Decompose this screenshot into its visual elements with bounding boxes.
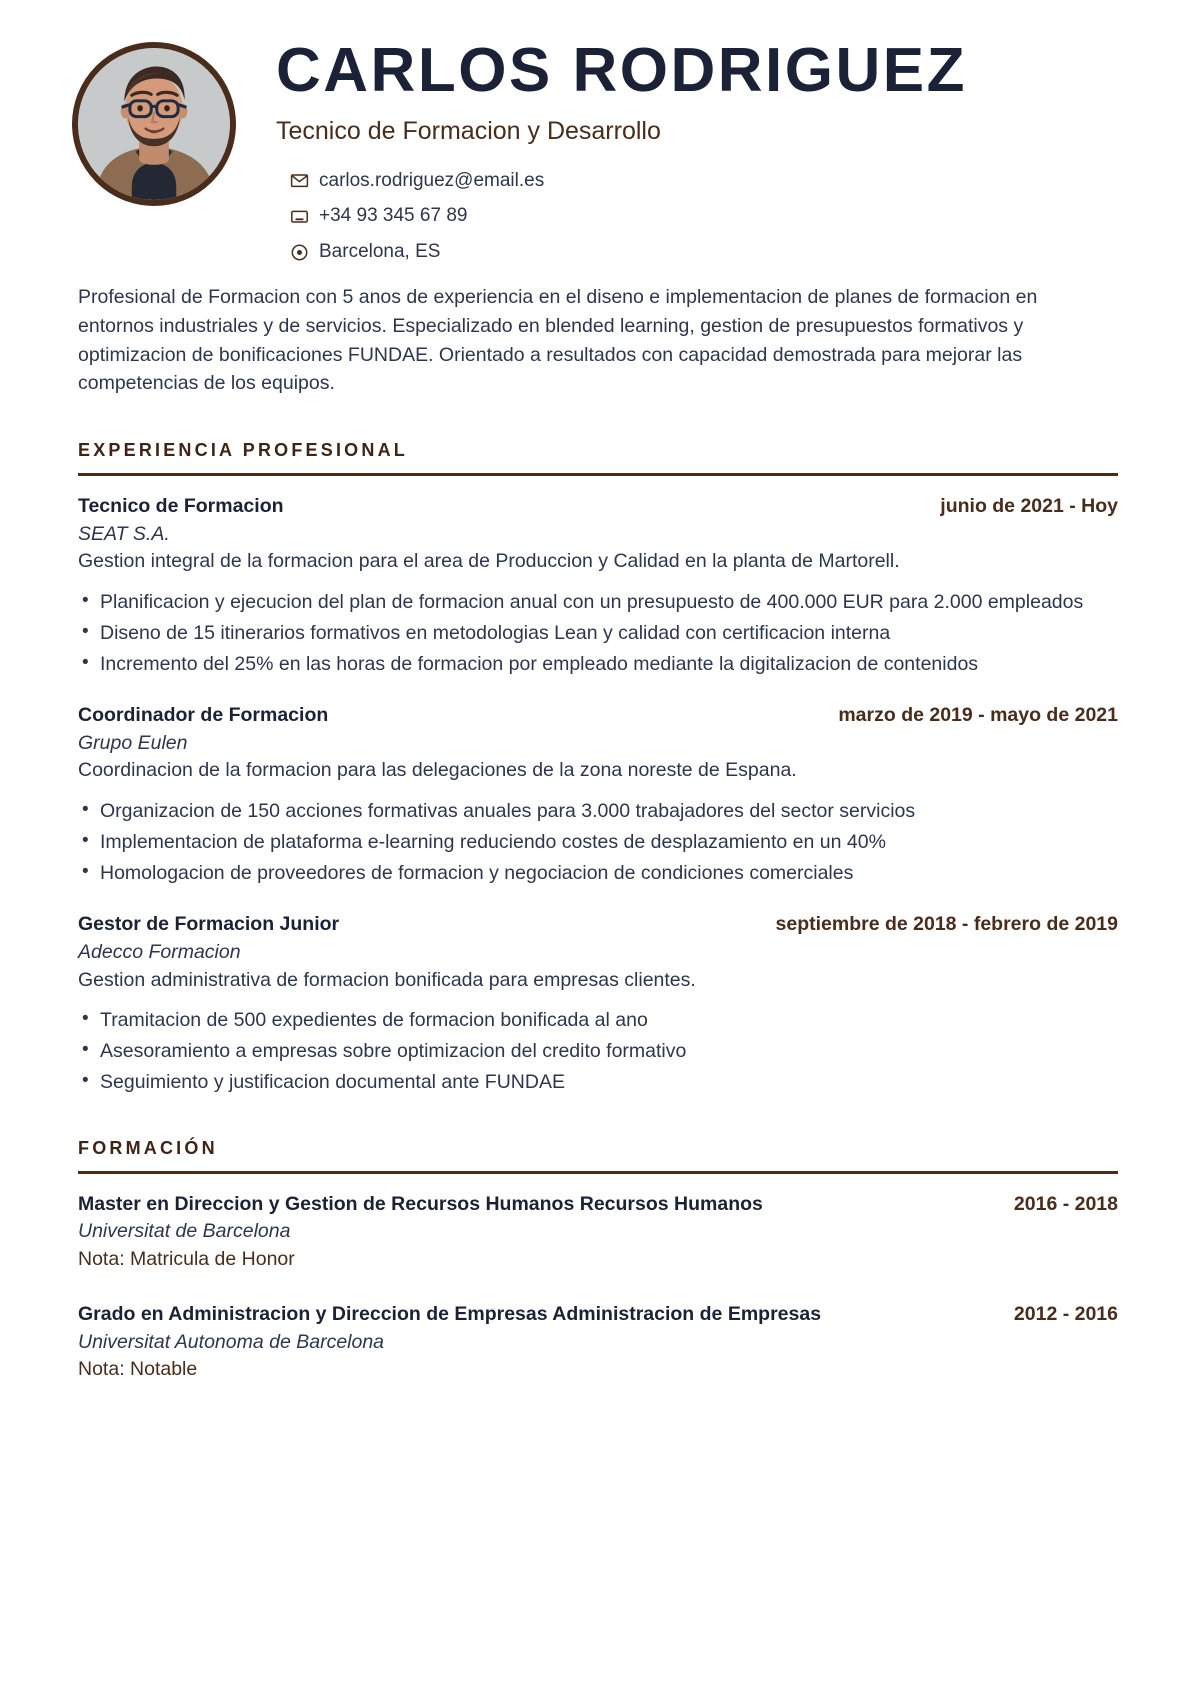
degree-title: Grado en Administracion y Direccion de Empresas Administracion de Empresas [78,1302,822,1325]
job-dates: septiembre de 2018 - febrero de 2019 [775,913,1118,936]
contact-phone-value: +34 93 345 67 89 [319,205,468,227]
job-bullets [78,1007,1118,1096]
degree-grade: Nota: Notable [78,1357,198,1380]
experience-heading: EXPERIENCIA PROFESIONAL [78,440,408,461]
list-item: • Homologacion de proveedores de formacion y negociacion de condiciones comerciales [78,860,1118,887]
list-item: • Asesoramiento a empresas sobre optimizacion del credito formativo [78,1038,1118,1065]
education-entry [78,1192,1118,1272]
entry-header [78,1302,1118,1328]
profile-photo [72,42,236,206]
contact-email-value: carlos.rodriguez@email.es [319,169,545,191]
contact-email[interactable] [276,170,1190,193]
entry-header [78,912,1118,938]
entry-header [78,494,1118,520]
degree-title: Master en Direccion y Gestion de Recursos Humanos Recursos Humanos [78,1192,763,1215]
job-description: Coordinacion de la formacion para las delegaciones de la zona noreste de Espana. [78,759,797,782]
job-company: Grupo Eulen [78,732,188,755]
education-heading: FORMACIÓN [78,1137,218,1158]
list-item: • Seguimiento y justificacion documental ante FUNDAE [78,1069,1118,1096]
page-title: CARLOS RODRIGUEZ [276,36,967,105]
job-dates: junio de 2021 - Hoy [940,495,1118,518]
resume-header [0,0,1190,277]
job-title: Tecnico de Formacion [78,495,284,518]
job-description: Gestion integral de la formacion para el area de Produccion y Calidad en la planta de Martorell. [78,550,900,573]
list-item: • Incremento del 25% en las horas de formacion por empleado mediante la digitalizacion de contenidos [78,651,1118,678]
contact-phone[interactable] [276,205,1190,228]
contact-location-value: Barcelona, ES [319,241,441,263]
job-dates: marzo de 2019 - mayo de 2021 [838,704,1118,727]
envelope-icon [290,171,309,190]
degree-grade: Nota: Matricula de Honor [78,1247,295,1270]
professional-summary: Profesional de Formacion con 5 anos de experiencia en el diseno e implementacion de planes de formacion en entornos industriales y de servicios. Especializado en blended learning, gestion de presupuestos formativos y optimizacion de bonificaciones FUNDAE. Orientado a resultados con capacidad demostrada para mejorar las competencias de los equipos. [78,285,1038,395]
job-description: Gestion administrativa de formacion bonificada para empresas clientes. [78,968,696,991]
experience-section [78,440,1118,1095]
phone-icon [290,207,309,226]
list-item: • Diseno de 15 itinerarios formativos en metodologias Lean y calidad con certificacion interna [78,620,1118,647]
degree-institution: Universitat Autonoma de Barcelona [78,1330,385,1353]
list-item: • Tramitacion de 500 expedientes de formacion bonificada al ano [78,1007,1118,1034]
experience-entry [78,912,1118,1095]
job-title: Coordinador de Formacion [78,704,329,727]
degree-institution: Universitat de Barcelona [78,1220,291,1243]
list-item: • Planificacion y ejecucion del plan de formacion anual con un presupuesto de 400.000 EUR para 2.000 empleados [78,589,1118,616]
degree-dates: 2016 - 2018 [1013,1192,1118,1215]
job-company: SEAT S.A. [78,523,170,546]
contact-list [276,170,1190,264]
contact-location[interactable] [276,241,1190,264]
job-subtitle: Tecnico de Formacion y Desarrollo [276,117,661,145]
section-divider [78,1171,1118,1174]
entry-header [78,1192,1118,1218]
avatar [72,42,236,206]
section-divider [78,473,1118,476]
location-pin-icon [290,243,309,262]
entry-header [78,703,1118,729]
job-bullets [78,589,1118,678]
job-title: Gestor de Formacion Junior [78,913,340,936]
job-bullets [78,798,1118,887]
job-company: Adecco Formacion [78,941,241,964]
experience-entry [78,494,1118,677]
header-text-block [236,28,1190,277]
list-item: • Organizacion de 150 acciones formativas anuales para 3.000 trabajadores del sector servicios [78,798,1118,825]
education-section [78,1138,1118,1383]
experience-entry [78,703,1118,886]
list-item: • Implementacion de plataforma e-learning reduciendo costes de desplazamiento en un 40% [78,829,1118,856]
education-entry [78,1302,1118,1382]
degree-dates: 2012 - 2016 [1013,1302,1118,1325]
